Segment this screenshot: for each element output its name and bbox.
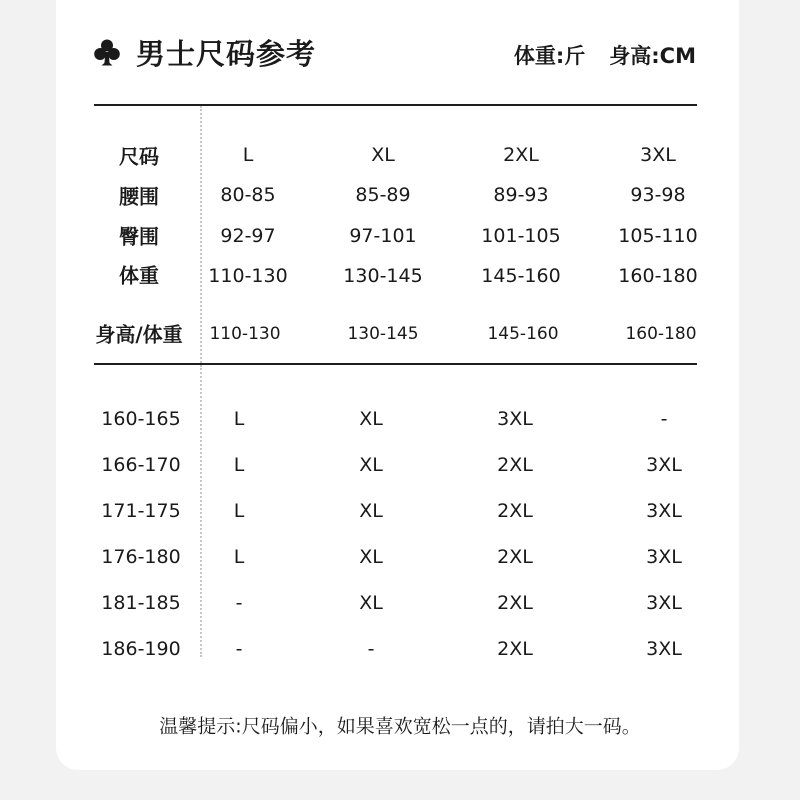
table-cell: 92-97	[220, 225, 276, 247]
middle-divider	[94, 363, 697, 365]
row-label-waist: 腰围	[119, 184, 159, 209]
table-cell: 3XL	[646, 454, 682, 476]
table-cell: 93-98	[630, 184, 686, 206]
table-cell: -	[235, 638, 243, 660]
height-weight-label: 身高/体重	[95, 322, 183, 347]
height-range: 176-180	[101, 546, 181, 568]
height-unit: 身高:CM	[609, 44, 696, 68]
club-icon	[92, 37, 122, 67]
column-divider-top	[200, 106, 202, 363]
weight-range: 145-160	[487, 324, 559, 344]
table-cell: 3XL	[640, 144, 676, 166]
height-range: 181-185	[101, 592, 181, 614]
table-cell: -	[367, 638, 375, 660]
table-cell: 80-85	[220, 184, 276, 206]
table-cell: 97-101	[349, 225, 417, 247]
table-cell: 101-105	[481, 225, 561, 247]
table-cell: XL	[359, 592, 383, 614]
row-label-size: 尺码	[119, 144, 159, 169]
table-cell: 2XL	[497, 500, 533, 522]
top-divider	[94, 104, 697, 106]
table-cell: XL	[359, 546, 383, 568]
height-range: 160-165	[101, 408, 181, 430]
table-cell: 2XL	[497, 592, 533, 614]
table-cell: L	[233, 546, 245, 568]
column-divider-bottom	[200, 365, 202, 657]
table-cell: -	[235, 592, 243, 614]
table-cell: 105-110	[618, 225, 698, 247]
table-cell: L	[233, 454, 245, 476]
table-cell: XL	[359, 454, 383, 476]
table-cell: 3XL	[646, 592, 682, 614]
table-cell: L	[242, 144, 254, 166]
table-cell: 2XL	[497, 638, 533, 660]
height-range: 166-170	[101, 454, 181, 476]
table-cell: XL	[359, 408, 383, 430]
units-legend	[514, 40, 696, 70]
header	[92, 30, 316, 74]
table-cell: 145-160	[481, 265, 561, 287]
table-cell: -	[660, 408, 668, 430]
size-tip: 温馨提示:尺码偏小，如果喜欢宽松一点的，请拍大一码。	[159, 715, 641, 738]
table-cell: 3XL	[497, 408, 533, 430]
page-title: 男士尺码参考	[136, 36, 317, 71]
table-cell: 110-130	[208, 265, 288, 287]
table-cell: 160-180	[618, 265, 698, 287]
height-range: 171-175	[101, 500, 181, 522]
table-cell: 2XL	[497, 454, 533, 476]
row-label-hip: 臀围	[119, 224, 159, 249]
table-cell: 2XL	[497, 546, 533, 568]
row-label-weight: 体重	[119, 263, 159, 288]
table-cell: 89-93	[493, 184, 549, 206]
table-cell: L	[233, 500, 245, 522]
weight-range: 160-180	[625, 324, 697, 344]
table-cell: 2XL	[503, 144, 539, 166]
table-cell: XL	[359, 500, 383, 522]
table-cell: 3XL	[646, 500, 682, 522]
table-cell: XL	[371, 144, 395, 166]
table-cell: L	[233, 408, 245, 430]
height-range: 186-190	[101, 638, 181, 660]
table-cell: 3XL	[646, 638, 682, 660]
table-cell: 85-89	[355, 184, 411, 206]
table-cell: 3XL	[646, 546, 682, 568]
weight-range: 110-130	[209, 324, 281, 344]
table-cell: 130-145	[343, 265, 423, 287]
weight-range: 130-145	[347, 324, 419, 344]
weight-unit: 体重:斤	[513, 44, 586, 68]
